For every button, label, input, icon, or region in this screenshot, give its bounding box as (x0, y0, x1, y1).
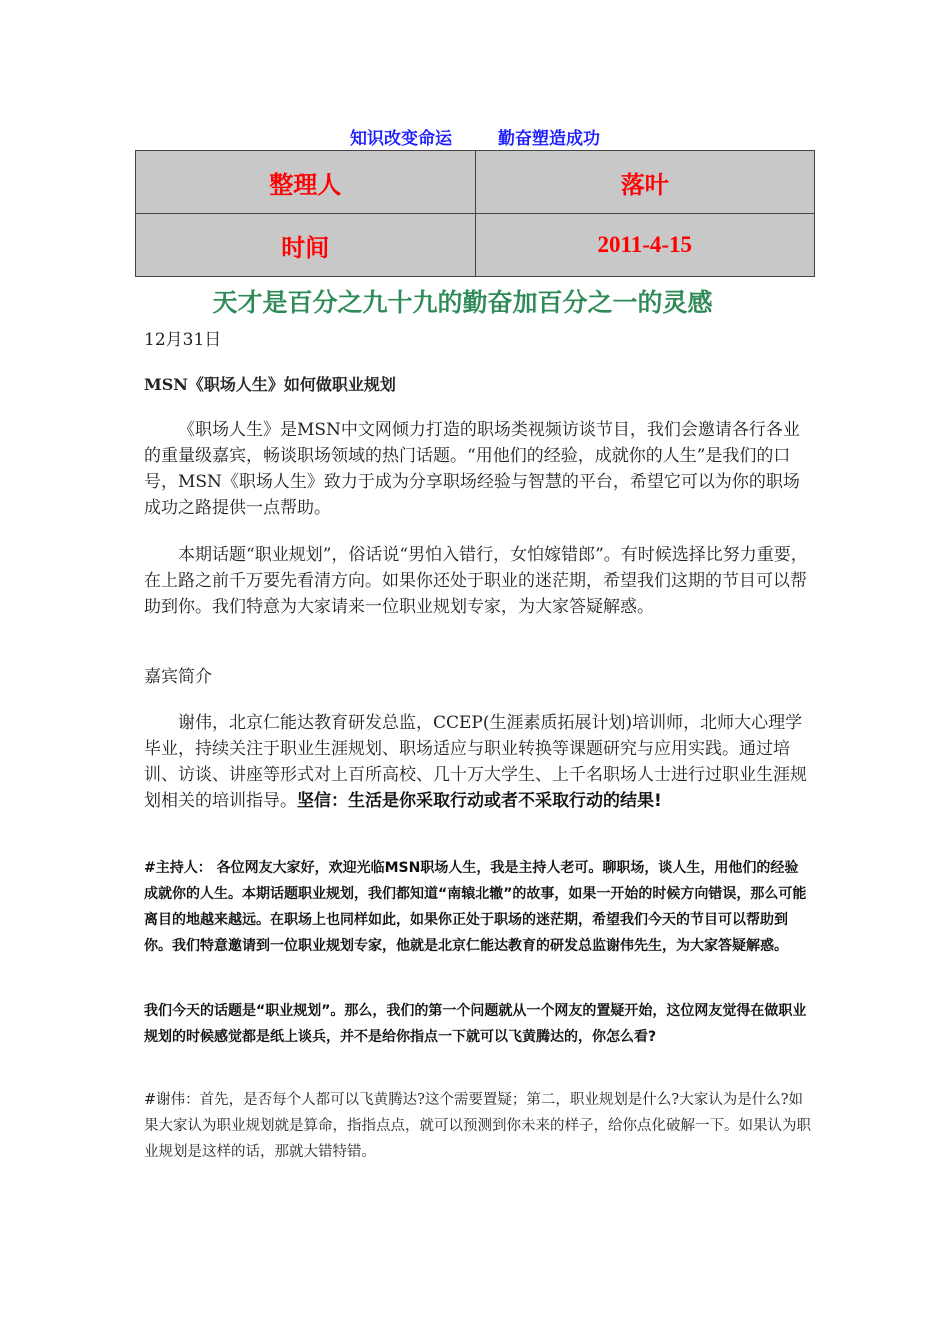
headline: 天才是百分之九十九的勤奋加百分之一的灵感 (212, 288, 713, 317)
organizer-label: 整理人 (136, 151, 476, 214)
date-value: 2011-4-15 (475, 214, 815, 277)
organizer-value: 落叶 (475, 151, 815, 214)
host-dialog: #主持人： 各位网友大家好，欢迎光临MSN职场人生，我是主持人老可。聊职场，谈人生，用他们的经验成就你的人生。本期话题职业规划，我们都知道“南辕北辙”的故事，如果一开始的时候方向错误，那么可能离目的地越来越远。在职场上也同样如此，如果你正处于职场的迷茫期，希望我们今天的节目可以帮助到你。我们特意邀请到一位职业规划专家，他就是北京仁能达教育的研发总监谢伟先生，为大家答疑解惑。 (144, 860, 807, 954)
info-table (135, 150, 815, 277)
guest-bio: 谢伟，北京仁能达教育研发总监，CCEP(生涯素质拓展计划)培训师，北师大心理学毕业，持续关注于职业生涯规划、职场适应与职业转换等课题研究与应用实践。通过培训、访谈、讲座等形式对上百所高校、几十万大学生、上千名职场人士进行过职业生涯规划相关的培训指导。 (144, 713, 807, 811)
guest-paragraph (144, 710, 812, 814)
guest-motto: 坚信：生活是你采取行动或者不采取行动的结果! (297, 791, 662, 811)
motto-line (0, 124, 950, 149)
topic-paragraph: 本期话题“职业规划”，俗话说“男怕入错行，女怕嫁错郎”。有时候选择比努力重要，在上路之前千万要先看清方向。如果你还处于职业的迷茫期，希望我们这期的节目可以帮助到你。我们特意为大家请来一位职业规划专家，为大家答疑解惑。 (144, 545, 808, 617)
motto-left: 知识改变命运 (350, 129, 452, 149)
guest-heading: 嘉宾简介 (144, 667, 212, 687)
guest-answer: #谢伟：首先，是否每个人都可以飞黄腾达?这个需要置疑；第二，职业规划是什么?大家认为是什么?如果大家认为职业规划就是算命，指指点点，就可以预测到你未来的样子，给你点化破解一下。如果认为职业规划是这样的话，那就大错特错。 (144, 1092, 811, 1160)
article-title: MSN《职场人生》如何做职业规划 (144, 375, 396, 394)
article-date: 12月31日 (144, 330, 222, 350)
intro-paragraph: 《职场人生》是MSN中文网倾力打造的职场类视频访谈节目，我们会邀请各行各业的重量级嘉宾，畅谈职场领域的热门话题。“用他们的经验，成就你的人生”是我们的口号，MSN《职场人生》致力于成为分享职场经验与智慧的平台，希望它可以为你的职场成功之路提供一点帮助。 (144, 420, 800, 518)
table-row (136, 151, 815, 214)
host-question: 我们今天的话题是“职业规划”。那么，我们的第一个问题就从一个网友的置疑开始，这位网友觉得在做职业规划的时候感觉都是纸上谈兵，并不是给你指点一下就可以飞黄腾达的，你怎么看? (144, 1003, 807, 1045)
motto-right: 勤奋塑造成功 (498, 129, 600, 149)
date-label: 时间 (136, 214, 476, 277)
table-row (136, 214, 815, 277)
